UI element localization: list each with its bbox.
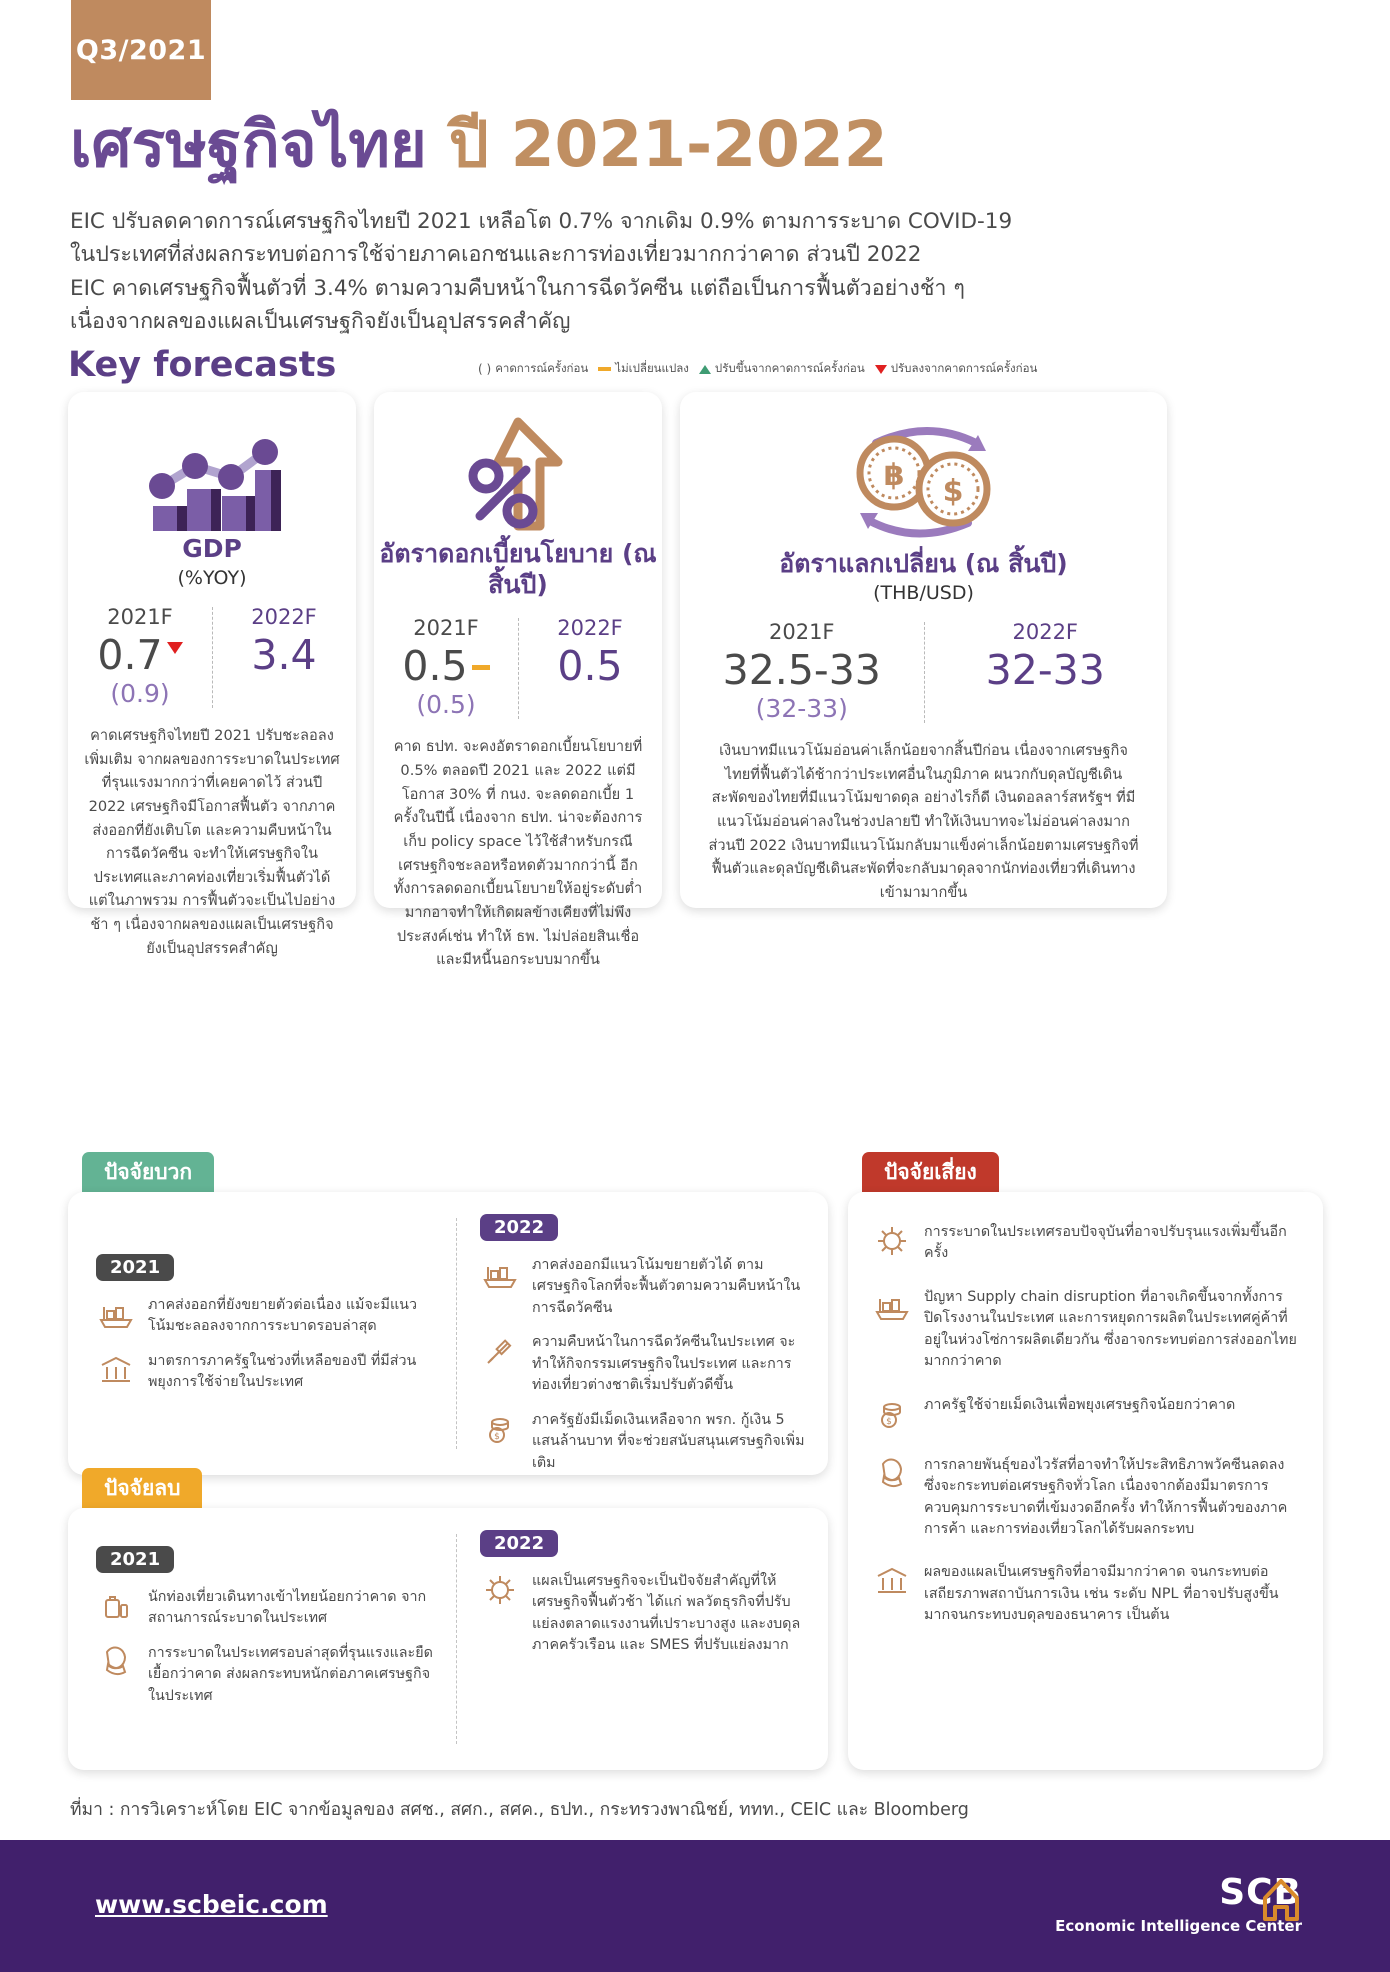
list-item-text: การระบาดในประเทศรอบล่าสุดที่รุนแรงและยืดเยื้อกว่าคาด ส่งผลกระทบหนักต่อภาคเศรษฐกิจในประเทศ [148, 1644, 433, 1704]
money-coins-icon [480, 1410, 520, 1448]
forecast-card-policy-rate [374, 392, 662, 969]
list-item-text: นักท่องเที่ยวเดินทางเข้าไทยน้อยกว่าคาด จากสถานการณ์ระบาดในประเทศ [148, 1589, 427, 1627]
positive-2022-items [480, 1255, 806, 1474]
bank-building-icon [96, 1351, 136, 1389]
tourist-luggage-icon [96, 1587, 136, 1625]
triangle-up-icon [699, 365, 711, 374]
year-badge-2021: 2021 [96, 1254, 174, 1281]
website-link[interactable]: www.scbeic.com [95, 1890, 328, 1919]
fx-2022-column [924, 620, 1168, 723]
card-title-exchange-rate: อัตราแลกเปลี่ยน (ณ สิ้นปี) [779, 549, 1068, 578]
list-item-text: ภาคส่งออกมีแนวโน้มขยายตัวได้ ตามเศรษฐกิจโลกที่จะฟื้นตัวตามความคืบหน้าในการฉีดวัคซีน [532, 1257, 801, 1316]
list-item [872, 1455, 1300, 1541]
list-item-text: มาตรการภาครัฐในช่วงที่เหลือของปี ที่มีส่วนพยุงการใช้จ่ายในประเทศ [148, 1352, 417, 1391]
legend-down [875, 360, 1038, 378]
risk-items [872, 1222, 1300, 1640]
intro-paragraph [70, 205, 1250, 338]
tab-negative-factors[interactable]: ปัจจัยลบ [82, 1468, 202, 1508]
vertical-divider [924, 622, 925, 723]
column-divider [456, 1218, 457, 1449]
year-badge-2022: 2022 [480, 1214, 558, 1241]
list-item-text: การกลายพันธุ์ของไวรัสที่อาจทำให้ประสิทธิภาพวัคซีนลดลง ซึ่งจะกระทบต่อเศรษฐกิจทั่วโลก เนื่องจากต้องมีมาตรการควบคุมการระบาดที่เข้มงวดอีกครั้ง ทำให้การฟื้นตัวของภาคการค้า และการท่องเที่ยวโลกได้รับผลกระทบ [924, 1456, 1288, 1537]
intro-line-3: EIC คาดเศรษฐกิจฟื้นตัวที่ 3.4% ตามความคืบหน้าในการฉีดวัคซีน แต่ถือเป็นการฟื้นตัวอย่างช้า ๆ [70, 275, 965, 301]
percent-arrow-up-icon [458, 414, 578, 539]
legend-flat-label: ไม่เปลี่ยนแปลง [615, 361, 689, 375]
fx-2021-column [680, 620, 924, 723]
gdp-2022-label: 2022F [251, 604, 317, 629]
negative-2021-column [96, 1546, 440, 1720]
card-title-policy-rate: อัตราดอกเบี้ยนโยบาย (ณ สิ้นปี) [379, 539, 657, 599]
list-item [872, 1562, 1300, 1626]
virus-icon [480, 1571, 520, 1609]
list-item [480, 1332, 806, 1396]
brand-subtitle: Economic Intelligence Center [1055, 1917, 1302, 1935]
rate-2021-value-wrap [374, 640, 518, 688]
fx-2021-previous: (32-33) [755, 693, 848, 723]
gdp-2021-column [68, 605, 212, 708]
tab-risk-factors[interactable]: ปัจจัยเสี่ยง [862, 1152, 999, 1192]
gdp-2021-value-wrap [68, 629, 212, 677]
panel-risk-factors [848, 1192, 1323, 1770]
gdp-2021-label: 2021F [107, 604, 173, 629]
card-body-policy-rate: คาด ธปท. จะคงอัตราดอกเบี้ยนโยบายที่ 0.5% ตลอดปี 2021 และ 2022 แต่มีโอกาส 30% ที่ กนง. จะลดดอกเบี้ย 1 ครั้งในปีนี้ เนื่องจาก ธปท. น่าจะต้องการเก็บ policy space ไว้ใช้สำหรับกรณีเศรษฐกิจชะลอหรือหดตัวมากกว่านี้ อีกทั้งการลดดอกเบี้ยนโยบายให้อยู่ระดับต่ำมากอาจทำให้เกิดผลข้างเคียงที่ไม่พึงประสงค์เช่น ทำให้ ธพ. ไม่ปล่อยสินเชื่อและมีหนี้นอกระบบมากขึ้น [393, 738, 643, 969]
legend-up [699, 360, 865, 378]
rate-2022-value: 0.5 [557, 642, 623, 690]
key-forecasts-heading: Key forecasts [68, 345, 337, 385]
card-title-gdp: GDP [182, 534, 242, 563]
cargo-ship-icon [872, 1287, 912, 1325]
virus-icon [872, 1222, 912, 1260]
bar-chart-line-icon [137, 414, 287, 534]
list-item [872, 1395, 1300, 1433]
list-item-text: ภาครัฐยังมีเม็ดเงินเหลือจาก พรก. กู้เงิน 5 แสนล้านบาท ที่จะช่วยสนับสนุนเศรษฐกิจเพิ่มเติม [532, 1411, 805, 1471]
face-mask-icon [96, 1643, 136, 1681]
list-item-text: ภาคส่งออกที่ยังขยายตัวต่อเนื่อง แม้จะมีแนวโน้มชะลอลงจากการระบาดรอบล่าสุด [148, 1297, 417, 1335]
intro-line-2: ในประเทศที่ส่งผลกระทบต่อการใช้จ่ายภาคเอกชนและการท่องเที่ยวมากกว่าคาด ส่วนปี 2022 [70, 242, 922, 268]
negative-2022-items [480, 1571, 806, 1657]
forecast-card-gdp [68, 392, 356, 957]
vertical-divider [518, 618, 519, 719]
cargo-ship-icon [96, 1295, 136, 1333]
list-item [480, 1410, 806, 1474]
triangle-down-icon [167, 642, 183, 654]
page-title-years: ปี 2021-2022 [448, 108, 888, 181]
svg-text:$: $ [494, 1431, 500, 1442]
card-body-gdp: คาดเศรษฐกิจไทยปี 2021 ปรับชะลอลงเพิ่มเติม จากผลของการระบาดในประเทศที่รุนแรงมากกว่าที่เคยคาดไว้ ส่วนปี 2022 เศรษฐกิจมีโอกาสฟื้นตัว จากภาคส่งออกที่ยังเติบโต และความคืบหน้าในการฉีดวัคซีน จะทำให้เศรษฐกิจในประเทศและภาคท่องเที่ยวเริ่มฟื้นตัวได้ แต่ในภาพรวม การฟื้นตัวจะเป็นไปอย่างช้า ๆ เนื่องจากผลของแผลเป็นเศรษฐกิจยังเป็นอุปสรรคสำคัญ [84, 726, 340, 957]
paren-symbol: ( ) [478, 362, 492, 376]
source-note: ที่มา : การวิเคราะห์โดย EIC จากข้อมูลของ สศช., สศก., สศค., ธปท., กระทรวงพาณิชย์, ททท., CEIC และ Bloomberg [70, 1800, 969, 1820]
gdp-2021-previous: (0.9) [110, 678, 170, 708]
scb-logo-icon [1260, 1878, 1302, 1928]
list-item-text: ความคืบหน้าในการฉีดวัคซีนในประเทศ จะทำให้กิจกรรมเศรษฐกิจในประเทศ และการท่องเที่ยวต่างชาติเริ่มปรับตัวดีขึ้น [532, 1334, 796, 1394]
list-item [480, 1571, 806, 1657]
list-item [96, 1587, 440, 1630]
list-item [96, 1351, 440, 1394]
dash-icon [598, 367, 611, 371]
rate-2021-value: 0.5 [402, 642, 468, 690]
year-badge-2022: 2022 [480, 1530, 558, 1557]
legend-prev-label: คาดการณ์ครั้งก่อน [495, 361, 589, 375]
rate-2022-label: 2022F [557, 616, 623, 640]
svg-text:$: $ [886, 1416, 892, 1427]
dash-icon [472, 665, 490, 670]
bank-building-icon [872, 1562, 912, 1600]
money-coins-icon [872, 1395, 912, 1433]
legend-flat [598, 360, 689, 378]
intro-line-1: EIC ปรับลดคาดการณ์เศรษฐกิจไทยปี 2021 เหลือโต 0.7% จากเดิม 0.9% ตามการระบาด COVID-19 [70, 209, 1013, 234]
legend-down-label: ปรับลงจากคาดการณ์ครั้งก่อน [890, 361, 1038, 375]
list-item [96, 1643, 440, 1707]
panel-positive-factors [68, 1192, 828, 1475]
face-mask-icon [872, 1455, 912, 1493]
list-item [872, 1287, 1300, 1373]
fx-2021-label: 2021F [768, 619, 835, 644]
year-badge-2021: 2021 [96, 1546, 174, 1573]
svg-text:฿: ฿ [883, 457, 905, 493]
syringe-icon [480, 1332, 520, 1370]
negative-2022-column [480, 1530, 806, 1670]
tab-positive-factors[interactable]: ปัจจัยบวก [82, 1152, 214, 1192]
positive-2021-items [96, 1295, 440, 1394]
positive-2021-column [96, 1254, 440, 1407]
forecast-legend [478, 360, 1118, 378]
gdp-2022-value: 3.4 [251, 630, 317, 679]
gdp-year-row [68, 605, 356, 708]
positive-2022-column [480, 1214, 806, 1487]
currency-exchange-icon [836, 414, 1011, 549]
negative-2021-items [96, 1587, 440, 1707]
triangle-down-icon [875, 365, 887, 374]
list-item-text: การระบาดในประเทศรอบปัจจุบันที่อาจปรับรุนแรงเพิ่มขึ้นอีกครั้ง [924, 1224, 1287, 1262]
vertical-divider [212, 607, 213, 708]
legend-up-label: ปรับขึ้นจากคาดการณ์ครั้งก่อน [714, 361, 865, 375]
quarter-badge: Q3/2021 [71, 0, 211, 100]
rate-2021-label: 2021F [413, 616, 479, 640]
legend-prev [478, 360, 588, 378]
rate-2021-previous: (0.5) [416, 690, 476, 720]
card-subtitle-gdp: (%YOY) [177, 566, 247, 589]
page-title [70, 110, 1270, 181]
rate-2021-column [374, 616, 518, 719]
list-item-text: แผลเป็นเศรษฐกิจจะเป็นปัจจัยสำคัญที่ให้เศรษฐกิจฟื้นตัวช้า ได้แก่ พลวัตธุรกิจที่ปรับแย่ลงตลาดแรงงานที่เปราะบางสูง และงบดุลภาคครัวเรือน และ SMES ที่ปรับแย่ลงมาก [532, 1573, 801, 1654]
forecast-cards [68, 392, 1323, 969]
fx-2021-value: 32.5-33 [722, 645, 881, 694]
brand-name: SCB [1219, 1872, 1302, 1913]
card-subtitle-exchange-rate: (THB/USD) [873, 581, 974, 604]
fx-2022-label: 2022F [1012, 619, 1079, 644]
list-item-text: ภาครัฐใช้จ่ายเม็ดเงินเพื่อพยุงเศรษฐกิจน้อยกว่าคาด [924, 1396, 1236, 1413]
card-body-exchange-rate: เงินบาทมีแนวโน้มอ่อนค่าเล็กน้อยจากสิ้นปีก่อน เนื่องจากเศรษฐกิจไทยที่ฟื้นตัวได้ช้ากว่าประเทศอื่นในภูมิภาค ผนวกกับดุลบัญชีเดินสะพัดของไทยที่มีแนวโน้มขาดดุล อย่างไรก็ดี เงินดอลลาร์สหรัฐฯ ที่มีแนวโน้มอ่อนค่าลงในช่วงปลายปี ทำให้เงินบาทจะไม่อ่อนค่าลงมาก ส่วนปี 2022 เงินบาทมีแนวโน้มกลับมาแข็งค่าเล็กน้อยตามเศรษฐกิจที่ฟื้นตัวและดุลบัญชีเดินสะพัดที่จะกลับมาดุลจากนักท่องเที่ยวที่เดินทางเข้ามามากขึ้น [708, 741, 1139, 901]
gdp-2021-value: 0.7 [97, 630, 163, 679]
cargo-ship-icon [480, 1255, 520, 1293]
list-item-text: ปัญหา Supply chain disruption ที่อาจเกิดขึ้นจากทั้งการปิดโรงงานในประเทศ และการหยุดการผลิตในประเทศคู่ค้าที่อยู่ในห่วงโซ่การผลิตเดียวกัน ซึ่งอาจกระทบต่อการส่งออกไทยมากกว่าคาด [924, 1288, 1297, 1370]
svg-text:$: $ [942, 473, 964, 509]
list-item [872, 1222, 1300, 1265]
gdp-2022-column [212, 605, 356, 708]
list-item-text: ผลของแผลเป็นเศรษฐกิจที่อาจมีมากว่าคาด จนกระทบต่อเสถียรภาพสถาบันการเงิน เช่น ระดับ NPL ที่อาจปรับสูงขึ้นมากจนกระทบงบดุลของธนาคาร เป็นต้น [924, 1564, 1279, 1624]
panel-negative-factors [68, 1508, 828, 1770]
forecast-card-exchange-rate [680, 392, 1167, 908]
page-title-thai: เศรษฐกิจไทย [70, 108, 427, 181]
column-divider [456, 1534, 457, 1744]
fx-year-row [680, 620, 1167, 723]
fx-2022-value: 32-33 [985, 645, 1105, 694]
list-item [96, 1295, 440, 1338]
rate-2022-column [518, 616, 662, 719]
rate-year-row [374, 616, 662, 719]
list-item [480, 1255, 806, 1319]
intro-line-4: เนื่องจากผลของแผลเป็นเศรษฐกิจยังเป็นอุปสรรคสำคัญ [70, 308, 571, 334]
